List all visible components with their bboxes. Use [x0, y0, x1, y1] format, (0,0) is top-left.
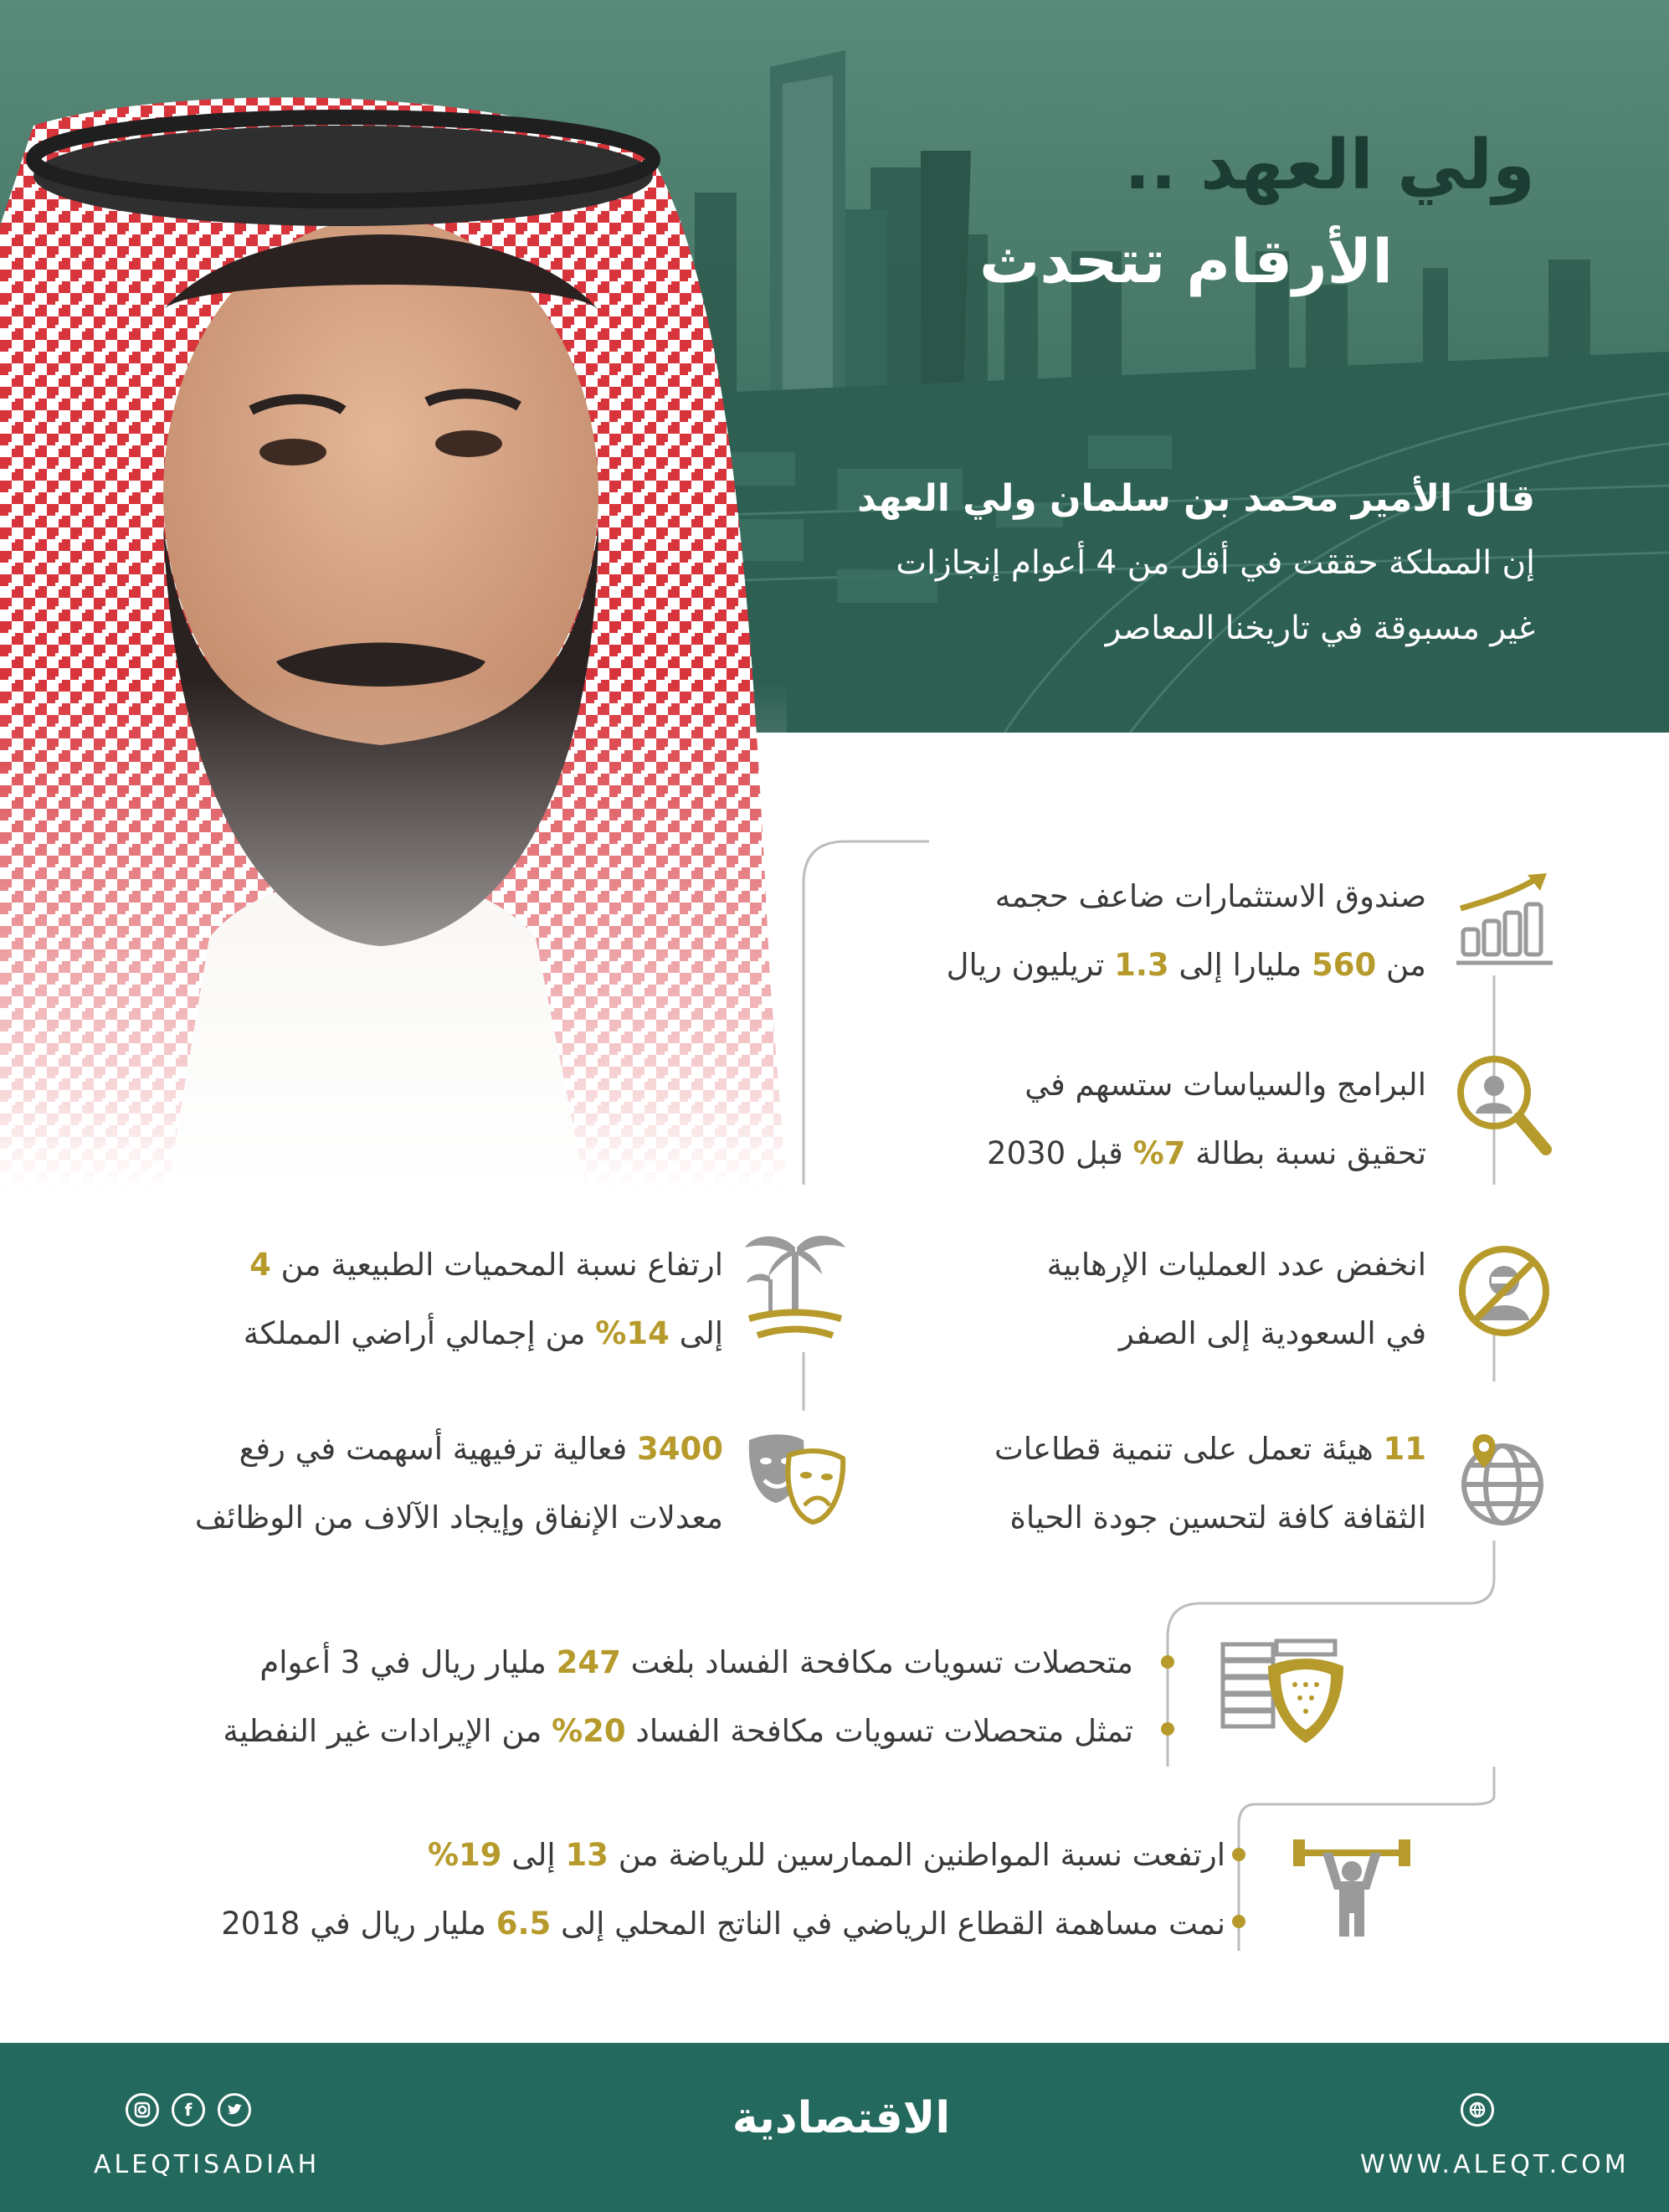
stat-fund-line1: صندوق الاستثمارات ضاعف حجمه: [994, 878, 1426, 914]
stat-entertainment-line2: معدلات الإنفاق وإيجاد الآلاف من الوظائف: [194, 1500, 723, 1536]
footer-website[interactable]: WWW.ALEQT.COM: [1360, 2150, 1630, 2179]
stat-culture: [994, 1415, 1426, 1552]
stat-fund-line2: من 560 مليارا إلى 1.3 تريليون ريال: [946, 947, 1426, 983]
stat-reserves-line2: إلى 14% من إجمالي أراضي المملكة: [243, 1315, 723, 1351]
globe-pin-icon: [1452, 1428, 1553, 1528]
stat-terror: [1047, 1231, 1426, 1368]
footer-logo: الاقتصادية: [732, 2093, 951, 2143]
stat-corruption-line2: تمثل متحصلات تسويات مكافحة الفساد 20% من الإيرادات غير النفطية: [223, 1713, 1133, 1749]
magnifier-person-icon: [1452, 1051, 1553, 1160]
instagram-icon[interactable]: [126, 2093, 159, 2127]
stat-terror-line2: في السعودية إلى الصفر: [1118, 1315, 1426, 1351]
stat-corruption-line1: متحصلات تسويات مكافحة الفساد بلغت 247 مليار ريال في 3 أعوام: [259, 1644, 1133, 1680]
title-line1: ولي العهد ..: [1124, 126, 1535, 205]
stat-terror-line1: انخفض عدد العمليات الإرهابية: [1046, 1247, 1426, 1283]
stat-culture-line1: 11 هيئة تعمل على تنمية قطاعات: [994, 1431, 1426, 1467]
stat-culture-line2: الثقافة كافة لتحسين جودة الحياة: [1009, 1500, 1426, 1536]
money-shield-icon: [1218, 1633, 1352, 1750]
stat-unemployment-line1: البرامج والسياسات ستسهم في: [1025, 1067, 1426, 1103]
no-terrorist-icon: [1456, 1243, 1553, 1340]
intro-line2: إن المملكة حققت في أقل من 4 أعوام إنجازات: [896, 544, 1535, 582]
theater-masks-icon: [741, 1423, 850, 1532]
stat-unemployment-line2: تحقيق نسبة بطالة 7% قبل 2030: [987, 1135, 1426, 1171]
intro-line3: غير مسبوقة في تاريخنا المعاصر: [1105, 610, 1535, 647]
stat-corruption: [223, 1628, 1133, 1766]
stat-reserves: [244, 1231, 723, 1368]
stat-reserves-line1: ارتفاع نسبة المحميات الطبيعية من 4: [249, 1247, 723, 1283]
growth-chart-icon: [1456, 871, 1553, 971]
stat-sports: [221, 1821, 1225, 1958]
stat-sports-line1: ارتفعت نسبة المواطنين الممارسين للرياضة من 13 إلى 19%: [427, 1837, 1225, 1873]
twitter-icon[interactable]: [218, 2093, 251, 2127]
stat-fund: [947, 862, 1426, 1000]
stat-entertainment: [195, 1415, 723, 1552]
stat-entertainment-line1: 3400 فعالية ترفيهية أسهمت في رفع: [239, 1431, 723, 1467]
weightlifter-icon: [1289, 1829, 1415, 1938]
facebook-icon[interactable]: f: [172, 2093, 205, 2127]
palm-island-icon: [737, 1222, 854, 1348]
footer-handle: ALEQTISADIAH: [94, 2150, 321, 2179]
stat-sports-line2: نمت مساهمة القطاع الرياضي في الناتج المحلي إلى 6.5 مليار ريال في 2018: [221, 1906, 1225, 1942]
title-line2: الأرقام تتحدث: [978, 226, 1393, 296]
intro-heading: قال الأمير محمد بن سلمان ولي العهد: [857, 477, 1535, 520]
stat-unemployment: [987, 1051, 1426, 1188]
globe-icon[interactable]: [1461, 2093, 1494, 2127]
